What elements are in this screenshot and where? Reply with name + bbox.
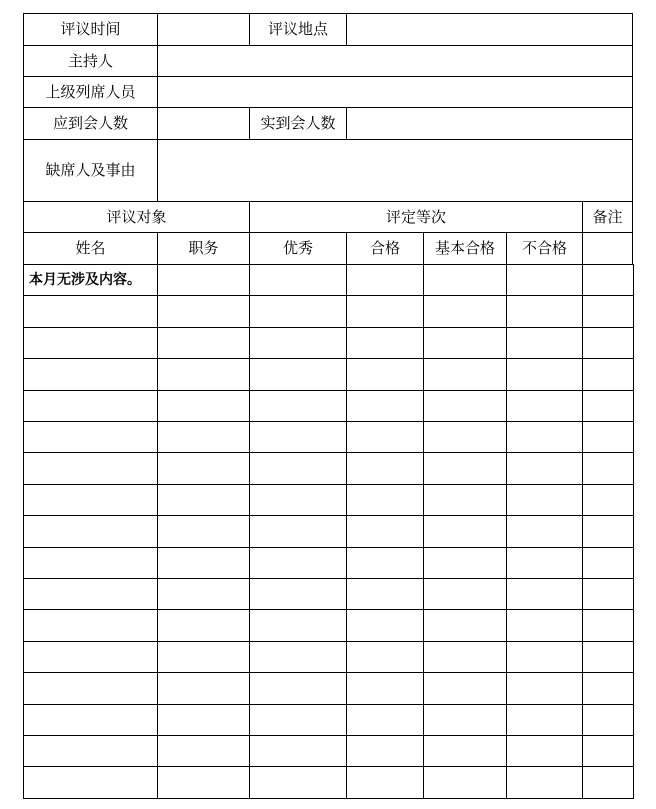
- table-cell-unqualified[interactable]: [506, 641, 583, 673]
- table-cell-excellent[interactable]: [249, 704, 347, 736]
- table-cell-qualified[interactable]: [346, 578, 424, 610]
- column-header-name: 姓名: [23, 232, 158, 265]
- table-cell-excellent[interactable]: [249, 327, 347, 359]
- table-cell-position[interactable]: [157, 452, 250, 485]
- table-cell-qualified[interactable]: [346, 641, 424, 673]
- table-cell-name[interactable]: [23, 704, 158, 736]
- table-cell-position[interactable]: [157, 641, 250, 673]
- table-cell-remarks[interactable]: [582, 609, 634, 642]
- table-cell-excellent[interactable]: [249, 672, 347, 705]
- superior-attendees-field[interactable]: [157, 76, 633, 108]
- table-cell-remarks[interactable]: [582, 766, 634, 799]
- table-cell-qualified[interactable]: [346, 452, 424, 485]
- table-cell-position[interactable]: [157, 484, 250, 516]
- table-cell-qualified[interactable]: [346, 672, 424, 705]
- table-cell-name[interactable]: 本月无涉及内容。: [23, 264, 158, 296]
- table-cell-excellent[interactable]: [249, 609, 347, 642]
- table-cell-basically-qualified[interactable]: [423, 735, 507, 767]
- table-cell-name[interactable]: [23, 735, 158, 767]
- table-cell-position[interactable]: [157, 358, 250, 391]
- table-cell-position[interactable]: [157, 672, 250, 705]
- table-cell-excellent[interactable]: [249, 484, 347, 516]
- table-cell-remarks[interactable]: [582, 390, 634, 422]
- table-cell-position[interactable]: [157, 609, 250, 642]
- table-cell-excellent[interactable]: [249, 295, 347, 328]
- table-cell-basically-qualified[interactable]: [423, 452, 507, 485]
- actual-count-label: 实到会人数: [249, 107, 347, 140]
- host-label: 主持人: [23, 45, 158, 77]
- table-cell-unqualified[interactable]: [506, 515, 583, 548]
- table-cell-basically-qualified[interactable]: [423, 484, 507, 516]
- table-cell-name[interactable]: [23, 641, 158, 673]
- table-cell-name[interactable]: [23, 484, 158, 516]
- table-cell-remarks[interactable]: [582, 672, 634, 705]
- table-cell-name[interactable]: [23, 766, 158, 799]
- table-cell-qualified[interactable]: [346, 547, 424, 579]
- table-cell-qualified[interactable]: [346, 735, 424, 767]
- table-cell-basically-qualified[interactable]: [423, 515, 507, 548]
- table-cell-unqualified[interactable]: [506, 390, 583, 422]
- table-cell-unqualified[interactable]: [506, 735, 583, 767]
- table-cell-unqualified[interactable]: [506, 672, 583, 705]
- table-cell-remarks[interactable]: [582, 484, 634, 516]
- table-cell-name[interactable]: [23, 672, 158, 705]
- table-cell-excellent[interactable]: [249, 578, 347, 610]
- table-cell-remarks[interactable]: [582, 358, 634, 391]
- table-cell-basically-qualified[interactable]: [423, 641, 507, 673]
- column-header-unqualified: 不合格: [506, 232, 583, 265]
- table-cell-position[interactable]: [157, 547, 250, 579]
- table-cell-position[interactable]: [157, 390, 250, 422]
- table-cell-name[interactable]: [23, 609, 158, 642]
- meeting-time-label: 评议时间: [23, 13, 158, 46]
- table-cell-name[interactable]: [23, 452, 158, 485]
- table-cell-basically-qualified[interactable]: [423, 578, 507, 610]
- host-field[interactable]: [157, 45, 633, 77]
- group-header-subject: 评议对象: [23, 201, 250, 233]
- table-cell-basically-qualified[interactable]: [423, 547, 507, 579]
- table-cell-excellent[interactable]: [249, 766, 347, 799]
- column-header-qualified: 合格: [346, 232, 424, 265]
- meeting-place-field[interactable]: [346, 13, 633, 46]
- actual-count-field[interactable]: [346, 107, 633, 140]
- table-cell-qualified[interactable]: [346, 704, 424, 736]
- table-cell-unqualified[interactable]: [506, 358, 583, 391]
- table-cell-qualified[interactable]: [346, 264, 424, 296]
- table-cell-remarks[interactable]: [582, 547, 634, 579]
- column-header-basically-qualified: 基本合格: [423, 232, 507, 265]
- table-cell-remarks[interactable]: [582, 704, 634, 736]
- table-cell-qualified[interactable]: [346, 515, 424, 548]
- table-cell-name[interactable]: [23, 515, 158, 548]
- table-cell-qualified[interactable]: [346, 766, 424, 799]
- column-header-excellent: 优秀: [249, 232, 347, 265]
- table-cell-basically-qualified[interactable]: [423, 264, 507, 296]
- table-cell-qualified[interactable]: [346, 295, 424, 328]
- table-cell-basically-qualified[interactable]: [423, 421, 507, 453]
- table-cell-position[interactable]: [157, 295, 250, 328]
- table-cell-position[interactable]: [157, 735, 250, 767]
- table-cell-excellent[interactable]: [249, 452, 347, 485]
- table-cell-position[interactable]: [157, 515, 250, 548]
- table-cell-basically-qualified[interactable]: [423, 327, 507, 359]
- table-cell-excellent[interactable]: [249, 515, 347, 548]
- table-cell-remarks[interactable]: [582, 578, 634, 610]
- table-cell-qualified[interactable]: [346, 390, 424, 422]
- remarks-column-blank: [582, 232, 633, 265]
- table-cell-unqualified[interactable]: [506, 609, 583, 642]
- table-cell-remarks[interactable]: [582, 641, 634, 673]
- table-cell-remarks[interactable]: [582, 421, 634, 453]
- table-cell-excellent[interactable]: [249, 358, 347, 391]
- table-cell-qualified[interactable]: [346, 609, 424, 642]
- table-cell-unqualified[interactable]: [506, 327, 583, 359]
- column-header-position: 职务: [157, 232, 250, 265]
- table-cell-qualified[interactable]: [346, 421, 424, 453]
- table-cell-excellent[interactable]: [249, 735, 347, 767]
- group-header-grade: 评定等次: [249, 201, 583, 233]
- table-cell-qualified[interactable]: [346, 327, 424, 359]
- meeting-time-field[interactable]: [157, 13, 250, 46]
- table-cell-basically-qualified[interactable]: [423, 358, 507, 391]
- superior-attendees-label: 上级列席人员: [23, 76, 158, 108]
- table-cell-unqualified[interactable]: [506, 421, 583, 453]
- table-cell-unqualified[interactable]: [506, 264, 583, 296]
- table-cell-basically-qualified[interactable]: [423, 295, 507, 328]
- table-cell-unqualified[interactable]: [506, 295, 583, 328]
- absentees-field[interactable]: [157, 139, 633, 202]
- table-cell-remarks[interactable]: [582, 452, 634, 485]
- remarks-header: 备注: [582, 201, 633, 233]
- table-cell-position[interactable]: [157, 327, 250, 359]
- table-cell-basically-qualified[interactable]: [423, 704, 507, 736]
- table-cell-excellent[interactable]: [249, 421, 347, 453]
- table-cell-excellent[interactable]: [249, 264, 347, 296]
- table-cell-name[interactable]: [23, 390, 158, 422]
- table-cell-name[interactable]: [23, 327, 158, 359]
- table-cell-unqualified[interactable]: [506, 547, 583, 579]
- table-cell-qualified[interactable]: [346, 484, 424, 516]
- table-cell-excellent[interactable]: [249, 390, 347, 422]
- table-cell-unqualified[interactable]: [506, 704, 583, 736]
- table-cell-name[interactable]: [23, 295, 158, 328]
- table-cell-remarks[interactable]: [582, 327, 634, 359]
- table-cell-remarks[interactable]: [582, 264, 634, 296]
- table-cell-qualified[interactable]: [346, 358, 424, 391]
- table-cell-remarks[interactable]: [582, 295, 634, 328]
- table-cell-basically-qualified[interactable]: [423, 766, 507, 799]
- table-cell-position[interactable]: [157, 578, 250, 610]
- table-cell-remarks[interactable]: [582, 515, 634, 548]
- table-cell-excellent[interactable]: [249, 547, 347, 579]
- table-cell-position[interactable]: [157, 704, 250, 736]
- table-cell-position[interactable]: [157, 766, 250, 799]
- absentees-label: 缺席人及事由: [23, 139, 158, 202]
- table-cell-basically-qualified[interactable]: [423, 609, 507, 642]
- table-cell-name[interactable]: [23, 358, 158, 391]
- table-cell-position[interactable]: [157, 421, 250, 453]
- table-cell-unqualified[interactable]: [506, 484, 583, 516]
- table-cell-name[interactable]: [23, 421, 158, 453]
- table-cell-unqualified[interactable]: [506, 766, 583, 799]
- table-cell-position[interactable]: [157, 264, 250, 296]
- table-cell-name[interactable]: [23, 547, 158, 579]
- table-cell-excellent[interactable]: [249, 641, 347, 673]
- expected-count-field[interactable]: [157, 107, 250, 140]
- table-cell-basically-qualified[interactable]: [423, 390, 507, 422]
- table-cell-remarks[interactable]: [582, 735, 634, 767]
- table-cell-basically-qualified[interactable]: [423, 672, 507, 705]
- expected-count-label: 应到会人数: [23, 107, 158, 140]
- table-cell-name[interactable]: [23, 578, 158, 610]
- table-cell-unqualified[interactable]: [506, 578, 583, 610]
- meeting-place-label: 评议地点: [249, 13, 347, 46]
- table-cell-unqualified[interactable]: [506, 452, 583, 485]
